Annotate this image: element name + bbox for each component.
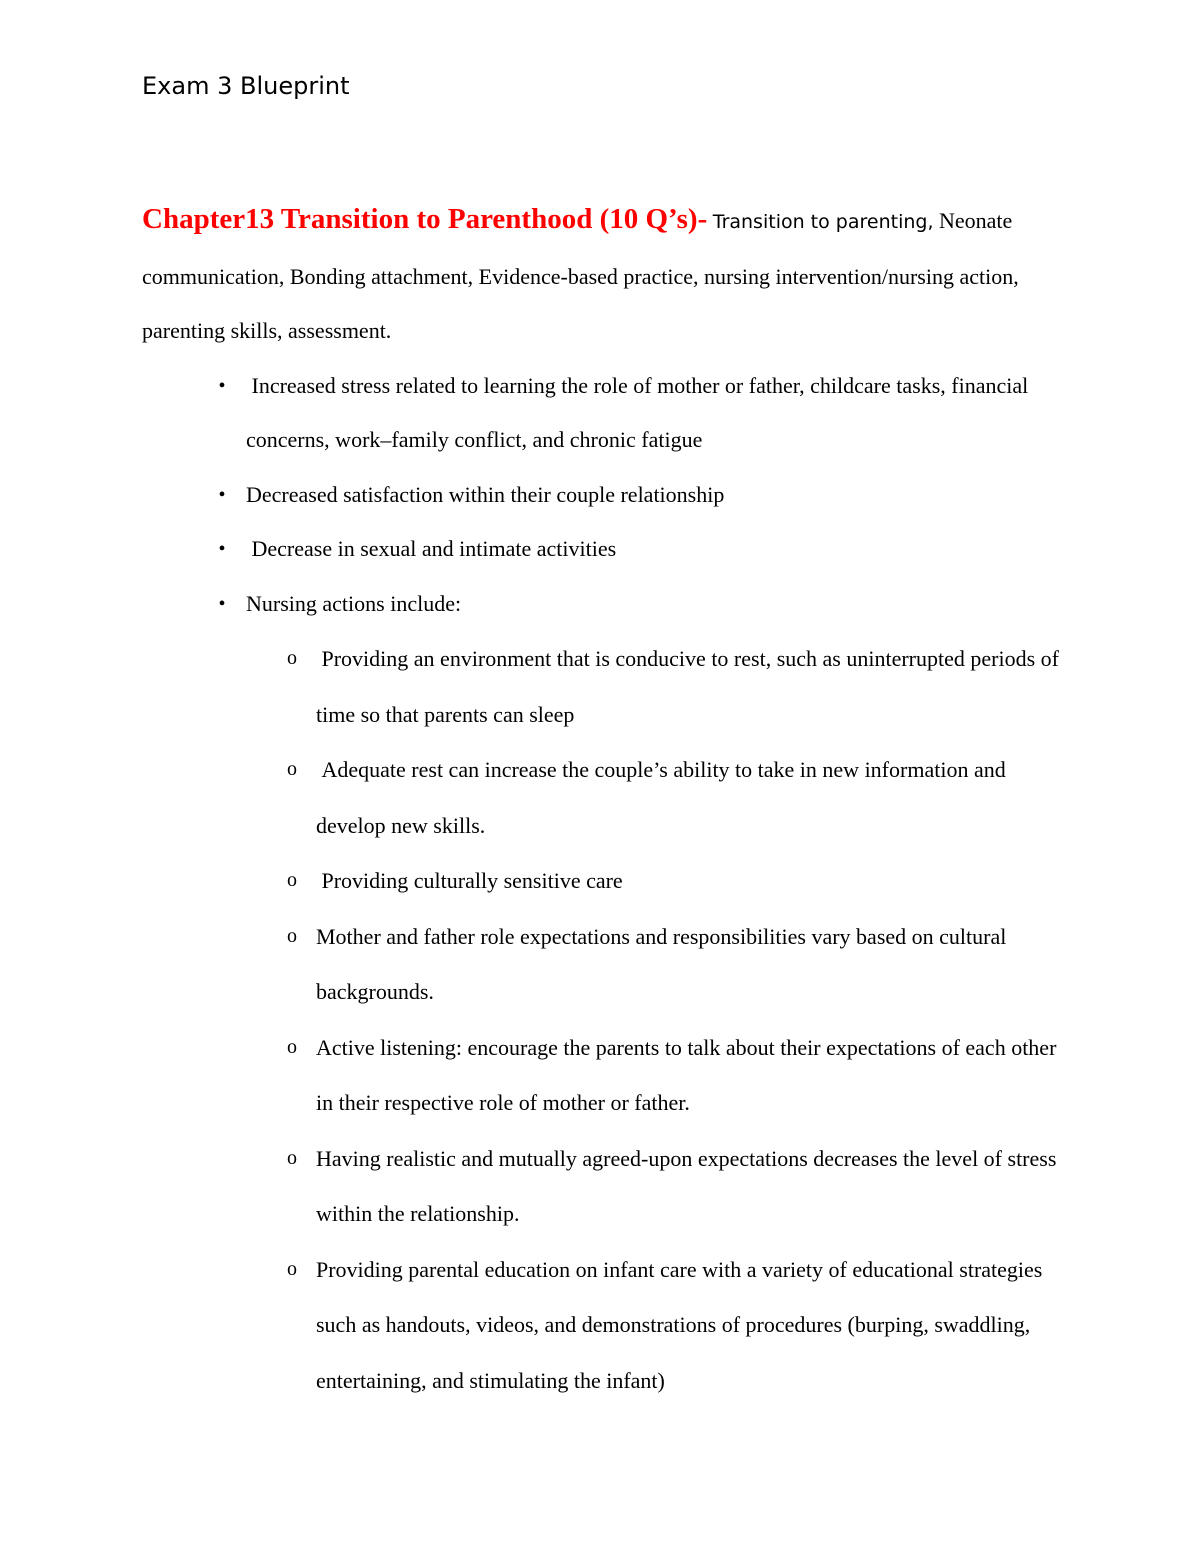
bullet-marker: • xyxy=(218,592,226,615)
bullet-marker: • xyxy=(218,483,226,506)
list-item-text: Decrease in sexual and intimate activities xyxy=(246,536,617,561)
sub-list-item xyxy=(142,1020,1072,1131)
list-item xyxy=(142,359,1072,468)
list-item xyxy=(142,522,1072,577)
chapter-topics: Transition to parenting, xyxy=(712,211,934,233)
sub-list-item xyxy=(142,909,1072,1020)
sub-bullet-marker: o xyxy=(287,869,297,891)
sub-list-item-text: Active listening: encourage the parents to talk about their expectations of each other in their respective role of mother or father. xyxy=(316,1034,1057,1115)
sub-list-item xyxy=(142,631,1072,742)
chapter-topics-continued: Neonate communication, Bonding attachment, Evidence-based practice, nursing intervention/nursing action, parenting skills, assessment. xyxy=(142,208,1019,343)
sub-bullet-marker: o xyxy=(287,1035,297,1058)
list-item xyxy=(142,468,1072,523)
list-item-text: Increased stress related to learning the role of mother or father, childcare tasks, financial concerns, work–family conflict, and chronic fatigue xyxy=(246,372,1034,452)
sub-list-item-text: Providing parental education on infant care with a variety of educational strategies such as handouts, videos, and demonstrations of procedures (burping, swaddling, entertaining, and stimulating the infant) xyxy=(316,1256,1043,1393)
sub-list-item xyxy=(142,1242,1072,1409)
sub-list-item-text: Mother and father role expectations and responsibilities vary based on cultural backgrounds. xyxy=(316,923,1007,1004)
bullet-list xyxy=(142,359,1072,632)
sub-list-item xyxy=(142,742,1072,853)
sub-bullet-marker: o xyxy=(287,758,297,780)
sub-bullet-marker: o xyxy=(287,647,297,669)
sub-list-item xyxy=(142,1131,1072,1242)
sub-list-item-text: Providing an environment that is conducive to rest, such as uninterrupted periods of time so that parents can sleep xyxy=(316,646,1065,727)
sub-list-item-text: Providing culturally sensitive care xyxy=(316,868,623,893)
list-item xyxy=(142,577,1072,632)
sub-bullet-marker: o xyxy=(287,1146,297,1169)
list-item-text: Decreased satisfaction within their couple relationship xyxy=(246,481,725,507)
list-item-text: Nursing actions include: xyxy=(246,590,462,616)
heading-dash: - xyxy=(697,203,708,235)
sub-list-item-text: Having realistic and mutually agreed-upon expectations decreases the level of stress within the relationship. xyxy=(316,1145,1057,1226)
bullet-marker: • xyxy=(218,538,226,560)
chapter-heading: Chapter13 Transition to Parenthood (10 Q’s) xyxy=(142,203,698,235)
sub-list-item-text: Adequate rest can increase the couple’s ability to take in new information and develop new skills. xyxy=(316,757,1012,838)
document-body xyxy=(142,192,1072,1408)
sub-bullet-marker: o xyxy=(287,924,297,947)
sub-bullet-marker: o xyxy=(287,1257,297,1280)
sub-list-item xyxy=(142,853,1072,909)
page-header: Exam 3 Blueprint xyxy=(142,72,350,100)
sub-bullet-list xyxy=(142,631,1072,1408)
bullet-marker: • xyxy=(218,374,226,397)
chapter-intro xyxy=(142,192,1072,359)
